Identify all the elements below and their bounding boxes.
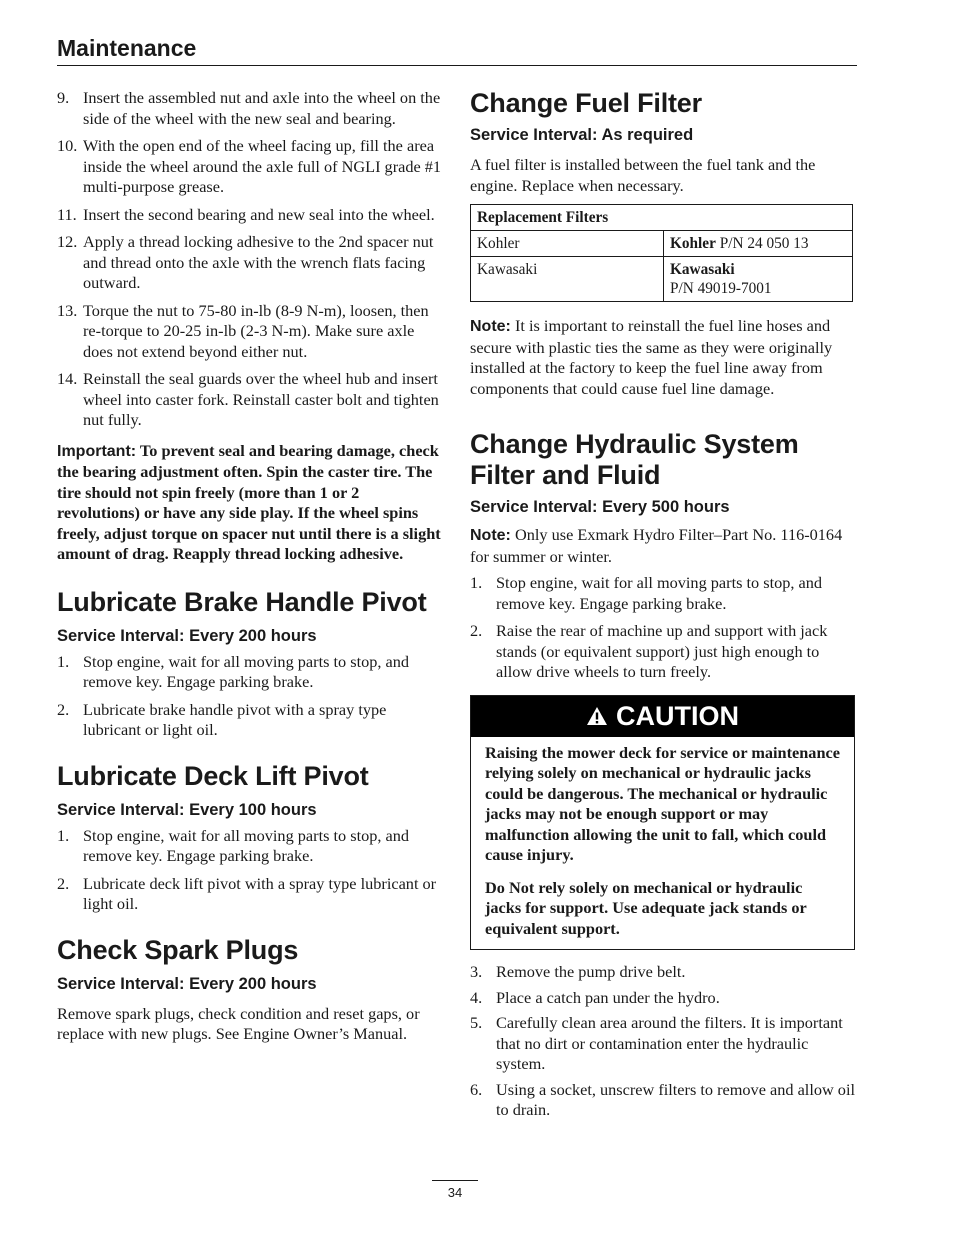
hydraulic-steps-list-a <box>470 573 857 683</box>
replacement-filters-table <box>470 204 853 302</box>
list-item: 1. Stop engine, wait for all moving parts to stop, and remove key. Engage parking brake. <box>57 651 410 691</box>
list-item: 2. Raise the rear of machine up and support with jack stands (or equivalent support) just high enough to allow drive wheels to turn freely. <box>470 621 828 681</box>
list-item: 9. Insert the assembled nut and axle into the wheel on the side of the wheel with the new seal and bearing. <box>57 88 441 128</box>
section-title-deck: Lubricate Deck Lift Pivot <box>57 760 369 791</box>
page-header-title: Maintenance <box>57 35 197 61</box>
table-row <box>471 257 853 302</box>
section-title-brake: Lubricate Brake Handle Pivot <box>57 586 427 617</box>
deck-steps-list <box>57 826 445 915</box>
table-cell-part: Kawasaki P/N 49019-7001 <box>664 257 853 302</box>
caution-body <box>471 737 854 950</box>
table-cell-engine: Kawasaki <box>471 257 664 302</box>
fuel-note: Note: It is important to reinstall the fuel line hoses and secure with plastic ties the same as they were originally installed at the factory to keep the fuel line away from components that could cause fuel line damage. <box>470 316 833 398</box>
caution-box <box>470 695 855 951</box>
list-item: 2. Lubricate brake handle pivot with a spray type lubricant or light oil. <box>57 699 387 739</box>
caution-label: CAUTION <box>616 700 739 731</box>
table-row <box>471 231 853 257</box>
caution-header <box>471 696 854 737</box>
list-item: 13. Torque the nut to 75-80 in-lb (8-9 N-m), loosen, then re-torque to 20-25 in-lb (2-3 N-m). Make sure axle does not extend beyond either nut. <box>57 300 429 361</box>
caution-paragraph: Raising the mower deck for service or maintenance relying solely on mechanical or hydraulic jacks could be dangerous. The mechanical or hydraulic jacks may not be enough support or may malfunction allowing the unit to fall, which could cause injury. <box>485 742 840 864</box>
table-cell-engine: Kohler <box>471 231 664 257</box>
section-title-fuel: Change Fuel Filter <box>470 88 702 118</box>
section-title-hydraulic: Change Hydraulic System Filter and Fluid <box>470 429 799 490</box>
left-column <box>57 88 445 1045</box>
list-item: 6. Using a socket, unscrew filters to remove and allow oil to drain. <box>470 1079 855 1119</box>
service-interval-deck: Service Interval: Every 100 hours <box>57 800 317 819</box>
caution-paragraph: Do Not rely solely on mechanical or hydraulic jacks for support. Use adequate jack stands or equivalent support. <box>485 877 807 938</box>
service-interval-hydraulic: Service Interval: Every 500 hours <box>470 498 730 516</box>
list-item: 5. Carefully clean area around the filters. It is important that no dirt or contamination enter the hydraulic system. <box>470 1013 843 1073</box>
list-item: 12. Apply a thread locking adhesive to the 2nd spacer nut and thread onto the axle with the wrench flats facing outward. <box>57 232 434 292</box>
service-interval-spark: Service Interval: Every 200 hours <box>57 974 317 993</box>
section-title-spark: Check Spark Plugs <box>57 934 299 965</box>
list-item: 2. Lubricate deck lift pivot with a spray type lubricant or light oil. <box>57 873 437 913</box>
list-item: 11. Insert the second bearing and new seal into the wheel. <box>57 204 435 224</box>
page-header <box>57 33 857 66</box>
hydraulic-note: Note: Only use Exmark Hydro Filter–Part No. 116-0164 for summer or winter. <box>470 525 843 566</box>
fuel-filter-text: A fuel filter is installed between the fuel tank and the engine. Replace when necessary. <box>470 155 816 195</box>
table-cell-part: Kohler P/N 24 050 13 <box>664 231 853 257</box>
list-item: 3. Remove the pump drive belt. <box>470 962 686 981</box>
warning-triangle-icon <box>586 706 608 726</box>
wheel-steps-list <box>57 88 445 431</box>
page-number: 34 <box>432 1180 478 1200</box>
list-item: 14. Reinstall the seal guards over the wheel hub and insert wheel into caster fork. Reinstall caster bolt and tighten nut fully. <box>57 369 439 429</box>
list-item: 1. Stop engine, wait for all moving parts to stop, and remove key. Engage parking brake. <box>470 573 823 613</box>
list-item: 1. Stop engine, wait for all moving parts to stop, and remove key. Engage parking brake. <box>57 825 410 865</box>
list-item: 4. Place a catch pan under the hydro. <box>470 987 720 1007</box>
list-item: 10. With the open end of the wheel facing up, fill the area inside the wheel around the axle full of NGLI grade #1 multi-purpose grease. <box>57 136 442 196</box>
table-header: Replacement Filters <box>471 205 853 231</box>
hydraulic-steps-list-b <box>470 962 857 1121</box>
spark-plugs-text: Remove spark plugs, check condition and reset gaps, or replace with new plugs. See Engine Owner’s Manual. <box>57 1003 420 1043</box>
brake-steps-list <box>57 652 445 741</box>
service-interval-fuel: Service Interval: As required <box>470 126 694 144</box>
service-interval-brake: Service Interval: Every 200 hours <box>57 626 317 645</box>
important-notice: Important: To prevent seal and bearing damage, check the bearing adjustment often. Spin the caster tire. The tire should not spin freely (more than 1 or 2 revolutions) or have any side play. If the wheel spins freely, adjust torque on spacer nut until there is a slight amount of drag. Reapply thread locking adhesive. <box>57 440 441 563</box>
table-header-row <box>471 205 853 231</box>
right-column <box>470 88 857 1128</box>
